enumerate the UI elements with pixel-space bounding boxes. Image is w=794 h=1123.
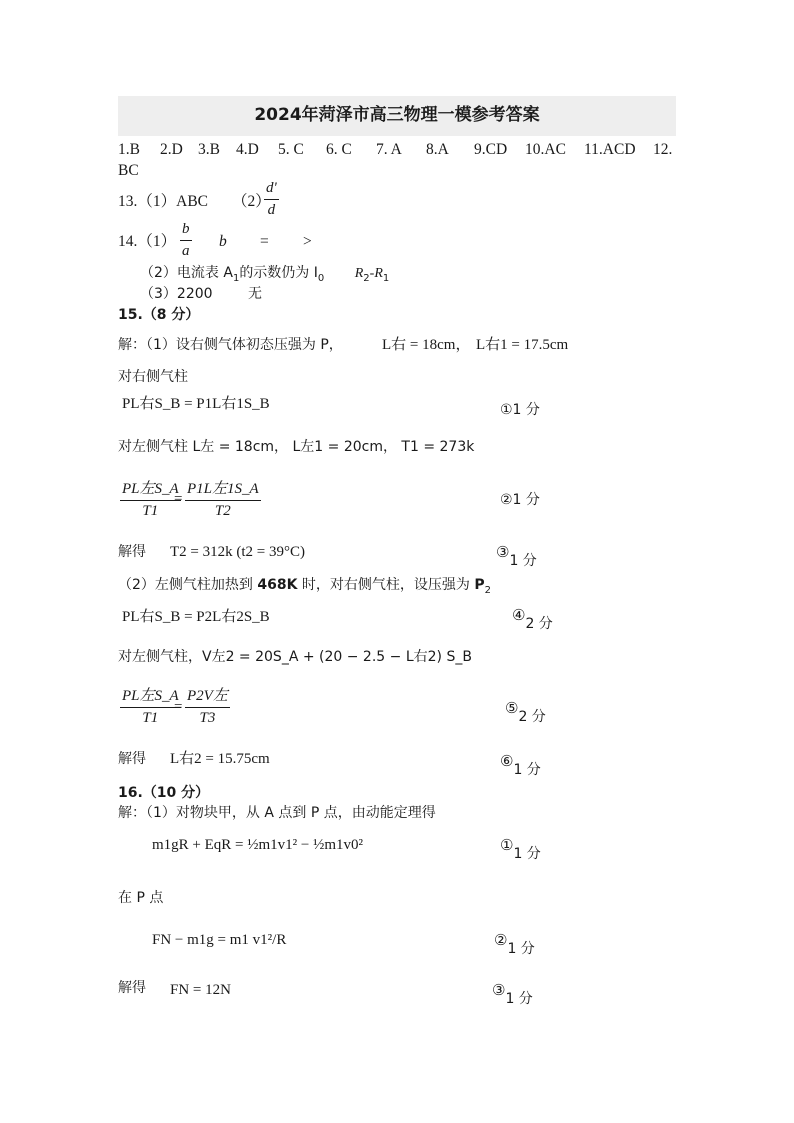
q14-r: R: [354, 266, 364, 281]
q15-line1-m2: L右1 = 17.5cm: [476, 337, 569, 353]
circled-number: ⑤: [505, 699, 519, 717]
q13-part1: 13.（1）ABC: [118, 193, 208, 210]
fraction-numerator: PL左S_A: [120, 688, 181, 708]
q13-fraction: [264, 180, 279, 218]
q14-part3-answer: 无: [248, 286, 262, 302]
equals-sign: =: [174, 491, 183, 507]
q14-part2: [140, 266, 389, 284]
q15-part2-temp: 468K: [257, 577, 298, 593]
subscript: 1: [382, 272, 390, 284]
q15-part2-text: 时，对右侧气柱，设压强为: [297, 577, 475, 593]
mc-answer: 8.A: [426, 141, 449, 158]
score-mark: [496, 543, 537, 569]
q15-left-column-2: 对左侧气柱，V左2 = 20S_A + (20 − 2.5 − L右2) S_B: [118, 649, 472, 665]
q15-equation-1: PL右S_B = P1L右1S_B: [122, 396, 270, 412]
q14-part2-text: 的示数仍为 I: [239, 265, 318, 281]
points: 2 分: [525, 616, 553, 632]
subscript: 0: [317, 272, 325, 284]
q15-line1: 解：（1）设右侧气体初态压强为 P，: [118, 337, 343, 353]
q15-part2-p: P: [474, 577, 485, 593]
q15-right-column-label: 对右侧气柱: [118, 369, 188, 385]
q15-solution-2: L右2 = 15.75cm: [170, 751, 270, 767]
q14-part1-label: 14.（1）: [118, 233, 177, 250]
q14-b: b: [219, 233, 227, 250]
q16-at-p-label: 在 P 点: [118, 890, 164, 906]
fraction-denominator: T1: [142, 502, 159, 519]
q15-eq4-right-fraction: [185, 688, 230, 726]
mc-answer: 9.CD: [474, 141, 508, 158]
mc-answer: 3.B: [198, 141, 220, 158]
mc-answer: 4.D: [236, 141, 259, 158]
points: 1 分: [505, 991, 533, 1007]
points: 1 分: [509, 553, 537, 569]
q15-part2-line: [118, 578, 491, 596]
solve-label: 解得: [118, 980, 146, 996]
q14-part2-text: （2）电流表 A: [140, 265, 233, 281]
q14-fraction: [180, 221, 192, 259]
circled-number: ③: [496, 543, 510, 561]
q16-header: 16.（10 分）: [118, 785, 210, 801]
fraction-numerator: b: [180, 221, 192, 241]
mc-answer: 12.: [653, 141, 673, 158]
subscript: 2: [484, 584, 491, 596]
q15-equation-3: PL右S_B = P2L右2S_B: [122, 609, 270, 625]
fraction-numerator: P1L左1S_A: [185, 481, 261, 501]
score-mark: [492, 981, 533, 1007]
score-mark: [505, 699, 546, 725]
q14-greater: >: [303, 233, 312, 250]
solve-label: 解得: [118, 751, 146, 767]
fraction-denominator: T3: [199, 709, 216, 726]
mc-answer: 1.B: [118, 141, 140, 158]
q14-part3: （3）2200: [140, 286, 213, 302]
q16-solution: FN = 12N: [170, 982, 231, 998]
mc-answer: 7. A: [376, 141, 402, 158]
fraction-numerator: d': [264, 180, 279, 200]
q16-line1: 解：（1）对物块甲，从 A 点到 P 点，由动能定理得: [118, 805, 436, 821]
circled-number: ①: [500, 836, 514, 854]
q15-eq2-left-fraction: [120, 481, 181, 519]
q14-r: -R: [369, 266, 383, 281]
mc-answer: 6. C: [326, 141, 352, 158]
mc-answer: BC: [118, 162, 139, 179]
q15-solution-1: T2 = 312k (t2 = 39°C): [170, 544, 305, 560]
circled-number: ④: [512, 606, 526, 624]
q15-line1-m1: L右 = 18cm，: [382, 337, 471, 353]
equals-sign: =: [174, 699, 183, 715]
page-title: 2024年菏泽市高三物理一模参考答案: [254, 105, 540, 125]
fraction-denominator: T2: [214, 502, 231, 519]
points: 2 分: [518, 709, 546, 725]
subscript: 1: [232, 272, 240, 284]
q16-equation-2: FN − m1g = m1 v1²/R: [152, 932, 287, 948]
q16-equation-1: m1gR + EqR = ½m1v1² − ½m1v0²: [152, 837, 364, 853]
q15-part2-text: （2）左侧气柱加热到: [118, 577, 258, 593]
score-mark: ②1 分: [500, 492, 540, 508]
mc-answer: 10.AC: [525, 141, 566, 158]
q15-header: 15.（8 分）: [118, 307, 200, 323]
fraction-denominator: T1: [142, 709, 159, 726]
fraction-numerator: P2V左: [185, 688, 230, 708]
circled-number: ②: [494, 931, 508, 949]
mc-answer: 11.ACD: [584, 141, 636, 158]
q15-eq4-left-fraction: [120, 688, 181, 726]
q13-part2-label: （2）: [232, 193, 271, 210]
q15-eq2-right-fraction: [185, 481, 261, 519]
solve-label: 解得: [118, 544, 146, 560]
points: 1 分: [507, 941, 535, 957]
fraction-numerator: PL左S_A: [120, 481, 181, 501]
score-mark: [500, 752, 541, 778]
mc-answer: 2.D: [160, 141, 183, 158]
points: 1 分: [513, 762, 541, 778]
mc-answer: 5. C: [278, 141, 304, 158]
circled-number: ③: [492, 981, 506, 999]
score-mark: ①1 分: [500, 402, 540, 418]
subscript: 2: [363, 272, 370, 284]
score-mark: [494, 931, 535, 957]
score-mark: [512, 606, 553, 632]
circled-number: ⑥: [500, 752, 514, 770]
score-mark: [500, 836, 541, 862]
q14-equals: =: [260, 233, 269, 250]
points: 1 分: [513, 846, 541, 862]
fraction-denominator: a: [182, 242, 190, 259]
fraction-denominator: d: [267, 201, 276, 218]
q15-left-column-label: 对左侧气柱 L左 = 18cm， L左1 = 20cm， T1 = 273k: [118, 439, 475, 455]
